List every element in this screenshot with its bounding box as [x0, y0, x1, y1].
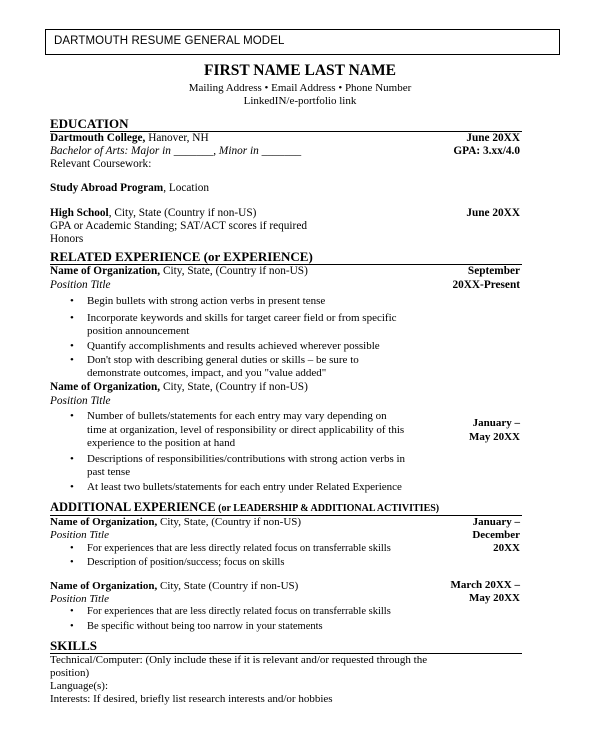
hs-honors: Honors: [50, 233, 84, 245]
bullet: •: [70, 481, 74, 493]
bullet-text-cont: experience to the position at hand: [87, 437, 236, 449]
college-line: [50, 132, 209, 144]
bullet: •: [70, 354, 74, 366]
org-name: Name of Organization,: [50, 381, 161, 393]
skills-technical: Technical/Computer: (Only include these if it is relevant and/or requested through the: [50, 654, 428, 666]
hs-date: June 20XX: [466, 207, 520, 219]
abroad-location: , Location: [163, 182, 210, 194]
bullet-text: Quantify accomplishments and results achieved wherever possible: [87, 340, 380, 352]
contact-line: Mailing Address • Email Address • Phone Number: [188, 82, 412, 94]
college-location: Hanover, NH: [145, 132, 209, 144]
org-location: City, State (Country if non-US): [157, 580, 299, 592]
bullet-text: Descriptions of responsibilities/contributions with strong action verbs in: [87, 453, 406, 465]
gpa: GPA: 3.xx/4.0: [453, 145, 520, 157]
org-location: City, State, (Country if non-US): [160, 265, 308, 277]
related-org-2: [50, 381, 308, 393]
additional-org-2: [50, 580, 298, 592]
college-name: Dartmouth College,: [50, 132, 146, 144]
org-name: Name of Organization,: [50, 516, 158, 528]
college-date: June 20XX: [466, 132, 520, 144]
bullet-text: At least two bullets/statements for each entry under Related Experience: [87, 481, 402, 493]
hs-line: [50, 207, 256, 219]
related-date-2b: May 20XX: [468, 431, 520, 443]
bullet-text: For experiences that are less directly related focus on transferrable skills: [87, 543, 391, 554]
related-date-1b: 20XX-Present: [452, 279, 520, 291]
additional-date-1a: January –: [472, 516, 520, 528]
org-location: City, State, (Country if non-US): [157, 516, 302, 528]
portfolio-link: LinkedIN/e-portfolio link: [243, 95, 357, 107]
abroad-line: [50, 182, 209, 194]
bullet: •: [70, 312, 74, 324]
abroad-program: Study Abroad Program: [50, 182, 164, 194]
skills-heading: SKILLS: [50, 638, 97, 653]
bullet-text-cont: time at organization, level of responsibility or direct applicability of this: [87, 424, 405, 436]
skills-technical-cont: position): [50, 667, 90, 679]
bullet: •: [70, 340, 74, 352]
bullet-text-cont: past tense: [87, 466, 131, 478]
org-name: Name of Organization,: [50, 580, 158, 592]
related-title-2: Position Title: [50, 395, 111, 407]
bullet-text: Begin bullets with strong action verbs in present tense: [87, 295, 326, 307]
bullet-text: Incorporate keywords and skills for target career field or from specific: [87, 312, 397, 324]
additional-heading: [50, 500, 439, 515]
bullet: •: [70, 557, 74, 568]
additional-heading-sub: (or LEADERSHIP & ADDITIONAL ACTIVITIES): [215, 503, 440, 514]
candidate-name: FIRST NAME LAST NAME: [204, 62, 396, 79]
banner-text: DARTMOUTH RESUME GENERAL MODEL: [54, 35, 285, 47]
bullet: •: [70, 453, 74, 465]
hs-location: , City, State (Country if non-US): [108, 207, 257, 219]
additional-date-1c: 20XX: [493, 542, 520, 554]
bullet-text: Don't stop with describing general duties or skills – be sure to: [87, 354, 359, 366]
additional-date-2b: May 20XX: [468, 592, 520, 604]
bullet-text: For experiences that are less directly related focus on transferrable skills: [87, 606, 391, 617]
hs-scores: GPA or Academic Standing; SAT/ACT scores if required: [50, 220, 307, 232]
hs-name: High School: [50, 207, 109, 219]
bullet: •: [70, 295, 74, 307]
additional-org-1: [50, 516, 301, 528]
bullet-text: Number of bullets/statements for each entry may vary depending on: [87, 410, 387, 422]
bullet-text: Description of position/success; focus on skills: [87, 557, 285, 568]
additional-title-2: Position Title: [50, 593, 109, 605]
bullet-text: Be specific without being too narrow in your statements: [87, 621, 323, 632]
additional-title-1: Position Title: [50, 529, 109, 541]
additional-date-2a: March 20XX –: [450, 579, 520, 591]
skills-interests: Interests: If desired, briefly list research interests and/or hobbies: [50, 693, 333, 705]
bullet: •: [70, 606, 74, 617]
org-name: Name of Organization,: [50, 265, 161, 277]
additional-heading-main: ADDITIONAL EXPERIENCE: [50, 500, 216, 514]
skills-languages: Language(s):: [50, 680, 109, 692]
related-org-1: [50, 265, 308, 277]
title-banner: [45, 29, 560, 55]
additional-date-1b: December: [472, 529, 520, 541]
bullet: •: [70, 410, 74, 422]
bullet: •: [70, 543, 74, 554]
related-date-1a: September: [467, 265, 520, 277]
related-date-2a: January –: [472, 417, 520, 429]
degree-line: Bachelor of Arts: Major in _______, Minor in _______: [50, 145, 302, 157]
coursework: Relevant Coursework:: [50, 158, 152, 170]
bullet-text-cont: position announcement: [87, 325, 190, 337]
education-heading: EDUCATION: [50, 116, 129, 131]
org-location: City, State, (Country if non-US): [160, 381, 308, 393]
related-title-1: Position Title: [50, 279, 111, 291]
bullet-text-cont: demonstrate outcomes, impact, and you "value added": [87, 367, 327, 379]
related-heading: RELATED EXPERIENCE (or EXPERIENCE): [50, 249, 313, 264]
bullet: •: [70, 621, 74, 632]
